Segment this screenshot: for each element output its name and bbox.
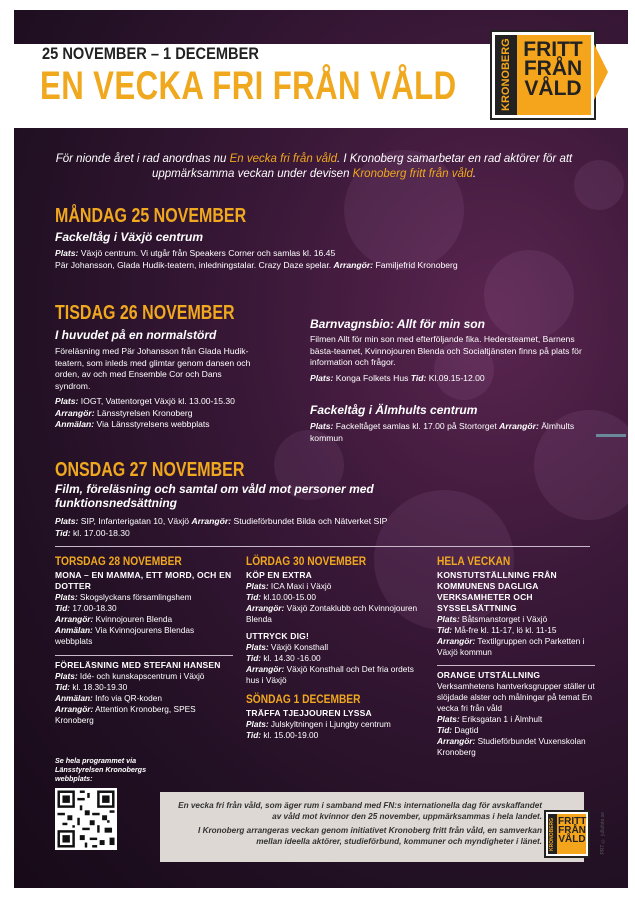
label: Plats: <box>437 714 460 724</box>
event-details <box>310 421 600 444</box>
value: Dagtid <box>454 725 479 735</box>
value: kl. 18.30-19.30 <box>72 682 128 692</box>
label: Anmälan: <box>55 693 93 703</box>
logo-small <box>546 812 588 856</box>
label: Arrangör: <box>499 421 539 431</box>
label: Anmälan: <box>55 625 93 635</box>
value: Via Länsstyrelsens webbplats <box>96 419 210 429</box>
event-details <box>310 334 592 384</box>
value: Länsstyrelsen Kronoberg <box>97 407 193 418</box>
divider <box>437 665 595 666</box>
event-title: ORANGE UTSTÄLLNING <box>437 670 541 680</box>
value: Studieförbundet Vuxenskolan Kronoberg <box>437 736 586 757</box>
divider <box>55 655 233 656</box>
intro-part: För nionde året i rad anordnas nu <box>55 153 230 165</box>
value: IOGT, Vattentorget Växjö kl. 13.00-15.30 <box>80 396 235 406</box>
event-title: UTTRYCK DIG! <box>246 631 309 641</box>
label: Tid: <box>410 372 427 383</box>
value: Fackeltåget samlas kl. 17.00 på Stortorget <box>335 421 497 431</box>
label: Arrangör: <box>55 704 94 714</box>
column-weekend <box>246 556 422 741</box>
value: Attention Kronoberg, SPES Kronoberg <box>55 704 196 725</box>
day-heading-whole-week: HELA VECKAN <box>437 554 511 568</box>
value: 17.00-18.30 <box>72 603 117 613</box>
label: Arrangör: <box>246 603 285 613</box>
label: Plats: <box>55 592 78 602</box>
footer-text <box>170 800 542 847</box>
footer-paragraph: En vecka fri från våld, som äger rum i samband med FN:s internationella dag för avskaffandet av våld mot kvinnor den 25 november, uppmärksammas i hela landet. <box>178 801 542 821</box>
value: kl.10.00-15.00 <box>263 592 316 602</box>
label: Arrangör: <box>437 736 476 746</box>
header-dates: 25 NOVEMBER – 1 DECEMBER <box>42 44 259 63</box>
intro-part: . <box>472 168 477 180</box>
logo-words <box>521 40 585 98</box>
event-title: Barnvagnsbio: Allt för min son <box>310 317 485 331</box>
event-title: FÖRELÄSNING MED STEFANI HANSEN <box>55 660 221 670</box>
value: Skogslyckans församlingshem <box>79 592 192 602</box>
event-title: TRÄFFA TJEJJOUREN LYSSA <box>246 708 372 718</box>
logo-words <box>558 817 586 845</box>
logo-side-text: KRONOBERG <box>548 814 557 854</box>
value: Julskyltningen i Ljungby centrum <box>270 719 391 729</box>
value: Växjö Konsthall och Det fria ordets hus i Växjö <box>246 664 414 685</box>
label: Plats: <box>246 719 269 729</box>
label: Tid: <box>246 730 262 740</box>
label: Tid: <box>55 682 71 692</box>
label: Tid: <box>55 603 71 613</box>
side-marker <box>596 434 626 437</box>
event-title: KÖP EN EXTRA <box>246 570 313 580</box>
day-heading-tuesday: TISDAG 26 NOVEMBER <box>55 302 235 324</box>
value: Kl.09.15-12.00 <box>428 372 485 383</box>
event-title: I huvudet på en normalstörd <box>55 328 217 342</box>
logo-line-1: FRITT <box>523 38 583 61</box>
value: Växjö Zontaklubb och Kvinnojouren Blenda <box>246 603 418 624</box>
value: Via Kvinnojourens Blendas webbplats <box>55 625 195 646</box>
divider <box>55 546 590 547</box>
value: Filmen Allt för min son med efterföljande fika. Hedersteamet, Barnens bästa-teamet, Kvinnojouren Blenda och Socialtjänsten finns på plats för information och frågor. <box>310 334 582 367</box>
event-title: Film, föreläsning och samtal om våld mot personer med funktionsnedsättning <box>55 482 374 510</box>
label: Tid: <box>437 625 453 635</box>
label: Plats: <box>55 516 79 526</box>
day-heading-wednesday: ONSDAG 27 NOVEMBER <box>55 459 245 481</box>
intro-text <box>44 152 584 182</box>
value: Textilgruppen och Parketten i Växjö kommun <box>437 636 585 657</box>
label: Arrangör: <box>437 636 476 646</box>
event-details <box>55 248 505 271</box>
label: Plats: <box>310 372 334 383</box>
value: Studieförbundet Bilda och Nätverket SIP <box>233 516 388 526</box>
photo-credit: PRT © jullafoto.se <box>600 812 606 855</box>
value: Idé- och kunskapscentrum i Växjö <box>79 671 205 681</box>
logo-line-3: VÅLD <box>558 834 586 846</box>
value: Älmhults kommun <box>310 421 575 443</box>
value: Konga Folkets Hus <box>335 372 409 383</box>
logo-line-2: FRÅN <box>523 57 583 81</box>
day-heading-thursday: TORSDAG 28 NOVEMBER <box>55 554 182 568</box>
value: SIP, Infanterigatan 10, Växjö <box>80 516 190 526</box>
value: kl. 15.00-19.00 <box>263 730 319 740</box>
label: Tid: <box>437 725 453 735</box>
event-title: MONA – EN MAMMA, ETT MORD, OCH EN DOTTER <box>55 570 232 591</box>
label: Tid: <box>246 592 262 602</box>
footer-paragraph: I Kronoberg arrangeras veckan genom initiativet Kronoberg fritt från våld, en samverkan mellan ideella aktörer, studieförbund, kommuner och myndigheter i länet. <box>198 826 542 846</box>
value: Må-fre kl. 11-17, lö kl. 11-15 <box>454 625 557 635</box>
value: Info via QR-koden <box>95 693 162 703</box>
value: Båtsmanstorget i Växjö <box>461 614 548 624</box>
label: Plats: <box>246 581 269 591</box>
column-whole-week <box>437 556 595 758</box>
value: Växjö centrum. Vi utgår från Speakers Corner och samlas kl. 16.45 <box>80 248 336 258</box>
label: Plats: <box>437 614 460 624</box>
label: Plats: <box>55 671 78 681</box>
column-thursday <box>55 556 233 726</box>
event-title: Fackeltåg i Älmhults centrum <box>310 403 478 417</box>
value: ICA Maxi i Växjö <box>270 581 332 591</box>
intro-highlight: Kronoberg fritt från våld <box>352 168 473 180</box>
day-heading-saturday: LÖRDAG 30 NOVEMBER <box>246 554 367 568</box>
logo-large <box>492 32 594 118</box>
logo-line-2: FRÅN <box>558 825 586 837</box>
value: Familjefrid Kronoberg <box>375 259 458 270</box>
value: kl. 14.30 -16.00 <box>263 653 321 663</box>
value: Föreläsning med Pär Johansson från Glada Hudik-teatern, som inleds med glimtar genom dansen och orden, av och med Ensemble Cor och Dans syndrom. <box>55 346 251 391</box>
qr-caption: Se hela programmet via Länsstyrelsen Kronobergs webbplats: <box>55 756 147 783</box>
page-title: EN VECKA FRI FRÅN VÅLD <box>40 64 457 108</box>
label: Plats: <box>55 248 79 258</box>
label: Arrangör: <box>333 259 374 270</box>
qr-code[interactable] <box>55 788 117 850</box>
value: Växjö Konsthall <box>270 642 329 652</box>
logo-line-3: VÅLD <box>524 76 582 100</box>
label: Arrangör: <box>55 614 94 624</box>
value: Eriksgatan 1 i Älmhult <box>461 714 543 724</box>
day-heading-monday: MÅNDAG 25 NOVEMBER <box>55 205 247 227</box>
label: Arrangör: <box>246 664 285 674</box>
label: Tid: <box>55 527 71 538</box>
label: Plats: <box>246 642 269 652</box>
logo-arrow-tip <box>594 44 608 100</box>
label: Tid: <box>246 653 262 663</box>
logo-side-text: KRONOBERG <box>495 35 517 115</box>
intro-highlight: En vecka fri från våld <box>229 153 338 165</box>
label: Anmälan: <box>55 419 95 429</box>
event-title: Fackeltåg i Växjö centrum <box>55 230 204 244</box>
event-title: KONSTUTSTÄLLNING FRÅN KOMMUNENS DAGLIGA VERKSAMHETER OCH SYSSELSÄTTNING <box>437 570 557 613</box>
label: Plats: <box>55 396 79 406</box>
label: Arrangör: <box>55 407 95 418</box>
value: Verksamhetens hantverksgrupper ställer ut slöjdade alster och målningar på temat En vecka fri från våld <box>437 681 595 713</box>
intro-part: . I Kronoberg samarbetar en rad aktörer för att uppmärksamma veckan under devisen <box>151 153 573 180</box>
label: Arrangör: <box>191 516 232 526</box>
event-details <box>55 516 555 539</box>
value: Pär Johansson, Glada Hudik-teatern, inledningstalar. Crazy Daze spelar. <box>55 259 332 270</box>
value: Kvinnojouren Blenda <box>95 614 173 624</box>
logo-line-1: FRITT <box>558 816 587 827</box>
label: Plats: <box>310 421 334 431</box>
day-heading-sunday: SÖNDAG 1 DECEMBER <box>246 692 361 706</box>
value: kl. 17.00-18.30 <box>72 527 130 538</box>
event-details <box>55 346 255 431</box>
